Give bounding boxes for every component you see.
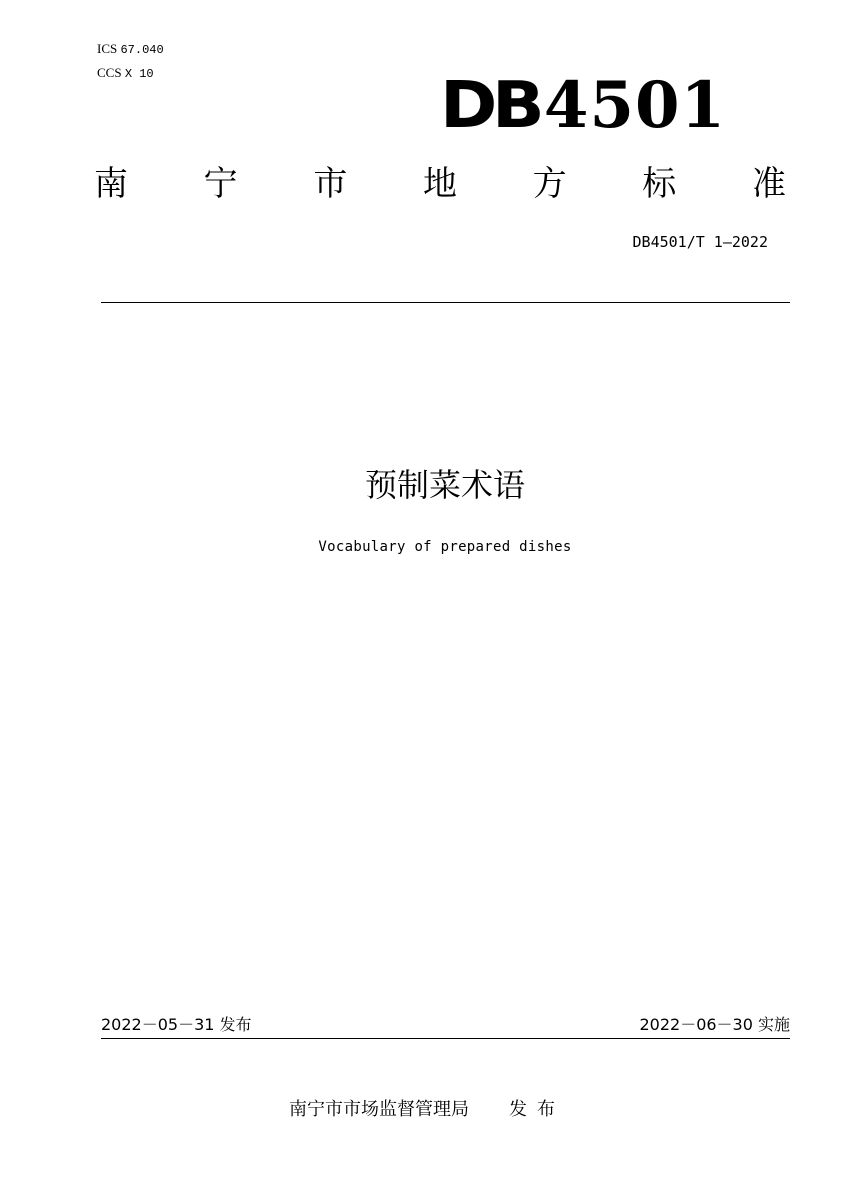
publish-date: 2022－05－31 发布: [101, 1015, 252, 1034]
authority-char: 市: [313, 164, 348, 204]
authority-char: 方: [532, 164, 567, 204]
authority-char: 南: [94, 164, 128, 204]
authority-char: 标: [642, 164, 677, 204]
effective-date: 2022－06－30 实施: [639, 1015, 790, 1034]
standard-code-logo: [440, 68, 727, 143]
standard-number: DB4501/T 1—2022: [632, 233, 768, 251]
ccs-value: X 10: [124, 67, 154, 81]
authority-char: 准: [751, 164, 786, 204]
issuer-name: 南宁市市场监督管理局: [289, 1099, 469, 1120]
logo-prefix: DB: [440, 69, 540, 143]
ccs-code: [97, 65, 154, 82]
bottom-divider: [101, 1038, 790, 1039]
document-title-chinese: 预制菜术语: [364, 466, 525, 504]
logo-number: 4501: [543, 68, 727, 143]
authority-char: 宁: [203, 164, 238, 204]
ics-value: 67.040: [120, 43, 164, 57]
document-title-english: Vocabulary of prepared dishes: [318, 539, 572, 555]
standard-authority-title: [94, 164, 786, 204]
ics-code: [97, 41, 164, 58]
issuing-authority: [289, 1099, 565, 1121]
ccs-label: CCS: [97, 65, 122, 80]
ics-label: ICS: [97, 41, 118, 56]
issuer-action: 发布: [509, 1099, 565, 1120]
top-divider: [101, 302, 790, 303]
authority-char: 地: [422, 164, 457, 204]
